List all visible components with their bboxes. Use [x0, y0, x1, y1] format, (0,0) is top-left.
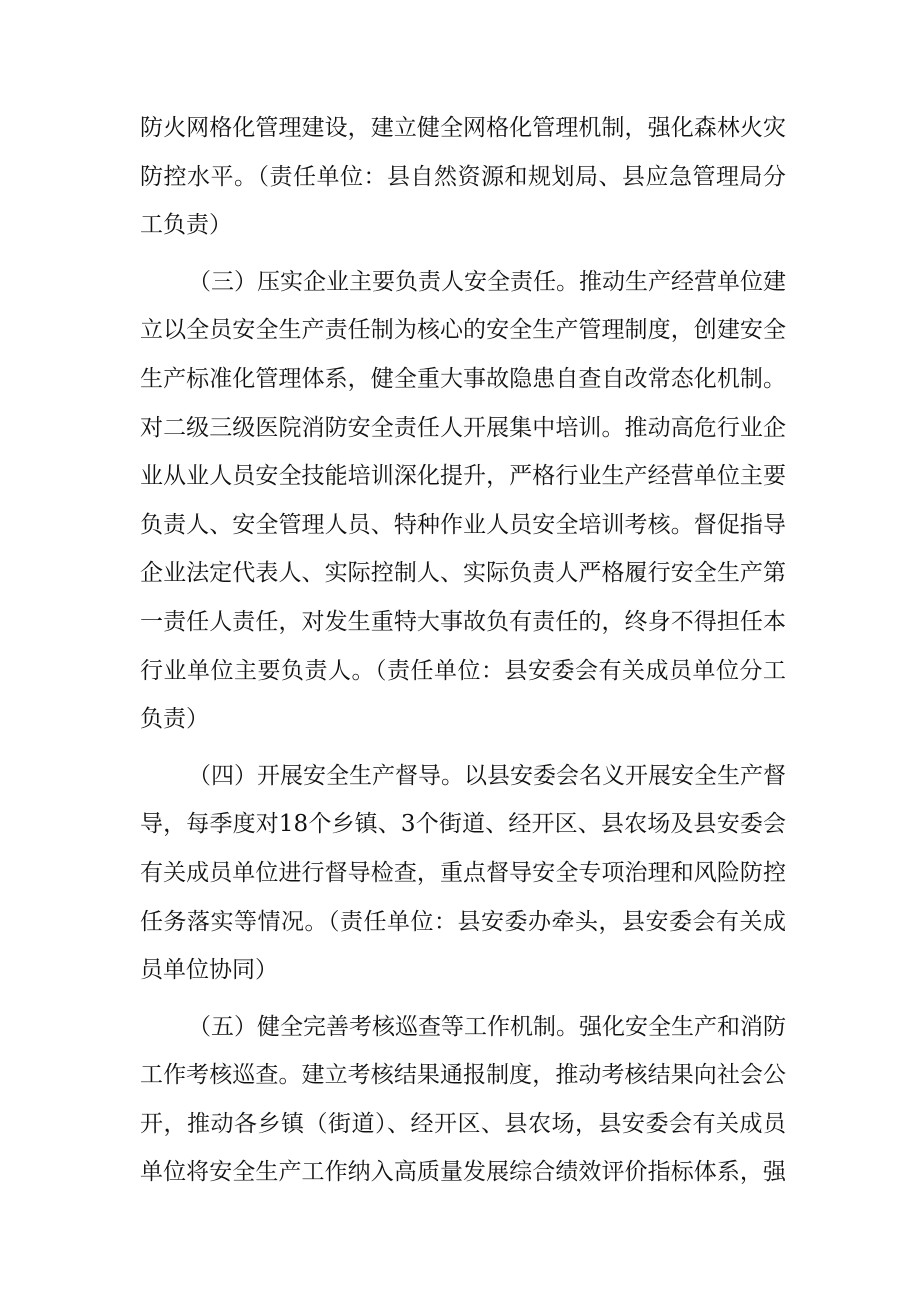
text-line: 立以全员安全生产责任制为核心的安全生产管理制度，创建安全	[140, 317, 786, 344]
text-line: （五）健全完善考核巡查等工作机制。强化安全生产和消防	[188, 1013, 786, 1040]
text-line: 防火网格化管理建设，建立健全网格化管理机制，强化森林火灾	[140, 115, 786, 141]
text-line: 行业单位主要负责人。（责任单位：县安委会有关成员单位分工	[140, 657, 786, 684]
text-line: 防控水平。（责任单位：县自然资源和规划局、县应急管理局分	[140, 163, 786, 190]
paragraph	[140, 752, 786, 995]
text-line: 生产标准化管理体系，健全重大事故隐患自查自改常态化机制。	[140, 365, 786, 392]
text-line: （三）压实企业主要负责人安全责任。推动生产经营单位建	[188, 268, 786, 295]
text-line: 业从业人员安全技能培训深化提升，严格行业生产经营单位主要	[140, 463, 786, 490]
text-line: 开，推动各乡镇（街道）、经开区、县农场，县安委会有关成员	[140, 1110, 786, 1137]
text-line: 负责）	[140, 706, 209, 733]
text-line: 导，每季度对18个乡镇、3个街道、经开区、县农场及县安委会	[140, 811, 786, 838]
text-line: 单位将安全生产工作纳入高质量发展综合绩效评价指标体系，强	[140, 1159, 786, 1186]
text-line: 对二级三级医院消防安全责任人开展集中培训。推动高危行业企	[140, 414, 786, 441]
text-line: 工负责）	[140, 212, 232, 239]
text-line: 有关成员单位进行督导检查，重点督导安全专项治理和风险防控	[140, 859, 786, 886]
paragraph	[140, 1003, 786, 1197]
text-line: 一责任人责任，对发生重特大事故负有责任的，终身不得担任本	[140, 608, 786, 635]
paragraph	[140, 104, 786, 250]
document-page	[140, 104, 786, 1197]
text-line: 工作考核巡查。建立考核结果通报制度，推动考核结果向社会公	[140, 1062, 786, 1089]
text-line: 任务落实等情况。（责任单位：县安委办牵头，县安委会有关成	[140, 908, 786, 935]
text-line: 负责人、安全管理人员、特种作业人员安全培训考核。督促指导	[140, 511, 786, 538]
text-line: 企业法定代表人、实际控制人、实际负责人严格履行安全生产第	[140, 560, 786, 587]
text-line: 员单位协同）	[140, 957, 278, 984]
text-line: （四）开展安全生产督导。以县安委会名义开展安全生产督	[188, 762, 786, 789]
paragraph	[140, 258, 786, 744]
